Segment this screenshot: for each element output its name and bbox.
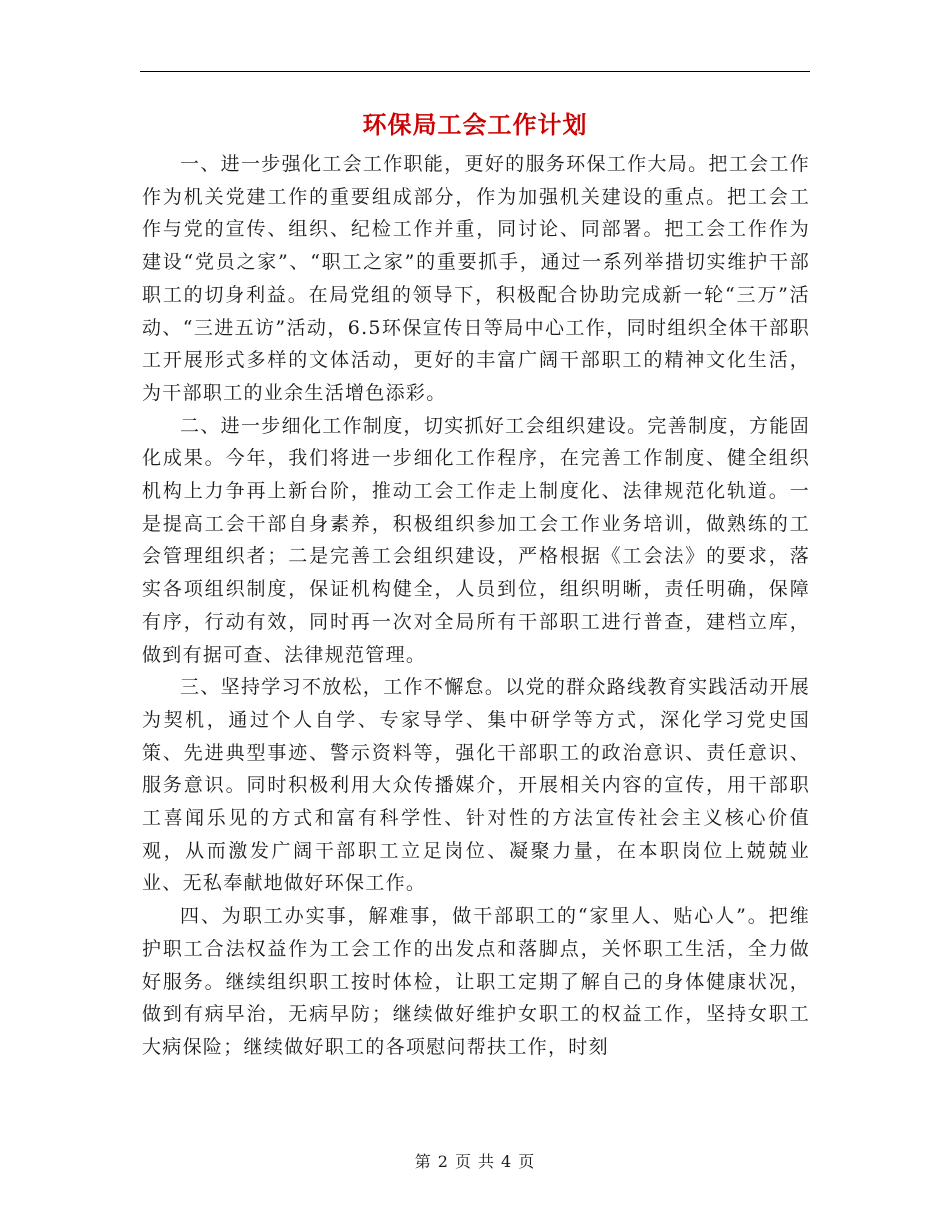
page-number-footer (0, 1150, 950, 1174)
document-title: 环保局工会工作计划 (362, 110, 588, 139)
paragraph-2: 二、进一步细化工作制度，切实抓好工会组织建设。完善制度，方能固化成果。今年，我们将进一步细化工作程序，在完善工作制度、健全组织机构上力争再上新台阶，推动工会工作走上制度化、法律规范化轨道。一是提高工会干部自身素养，积极组织参加工会工作业务培训，做熟练的工会管理组织者；二是完善工会组织建设，严格根据《工会法》的要求，落实各项组织制度，保证机构健全，人员到位，组织明晰，责任明确，保障有序，行动有效，同时再一次对全局所有干部职工进行普查，建档立库，做到有据可查、法律规范管理。 (142, 414, 810, 666)
paragraph-3: 三、坚持学习不放松，工作不懈怠。以党的群众路线教育实践活动开展为契机，通过个人自学、专家导学、集中研学等方式，深化学习党史国策、先进典型事迹、警示资料等，强化干部职工的政治意识、责任意识、服务意识。同时积极利用大众传播媒介，开展相关内容的宣传，用干部职工喜闻乐见的方式和富有科学性、针对性的方法宣传社会主义核心价值观，从而激发广阔干部职工立足岗位、凝聚力量，在本职岗位上兢兢业业、无私奉献地做好环保工作。 (142, 676, 810, 895)
paragraph-1: 一、进一步强化工会工作职能，更好的服务环保工作大局。把工会工作作为机关党建工作的重要组成部分，作为加强机关建设的重点。把工会工作与党的宣传、组织、纪检工作并重，同讨论、同部署。把工会工作作为建设“党员之家”、“职工之家”的重要抓手，通过一系列举措切实维护干部职工的切身利益。在局党组的领导下，积极配合协助完成新一轮“三万”活动、“三进五访”活动，6.5环保宣传日等局中心工作，同时组织全体干部职工开展形式多样的文体活动，更好的丰富广阔干部职工的精神文化生活，为干部职工的业余生活增色添彩。 (142, 153, 810, 404)
footer-total-pages: 4 (501, 1152, 513, 1171)
footer-page-unit: 页 (454, 1152, 472, 1171)
footer-prefix: 第 (414, 1152, 432, 1171)
document-body (142, 148, 810, 1064)
footer-total-label: 共 (478, 1152, 496, 1171)
footer-current-page: 2 (437, 1152, 449, 1171)
header-rule (140, 71, 810, 72)
paragraph-4: 四、为职工办实事，解难事，做干部职工的“家里人、贴心人”。把维护职工合法权益作为工会工作的出发点和落脚点，关怀职工生活，全力做好服务。继续组织职工按时体检，让职工定期了解自己的身体健康状况，做到有病早治，无病早防；继续做好维护女职工的权益工作，坚持女职工大病保险；继续做好职工的各项慰问帮扶工作，时刻 (142, 905, 810, 1058)
footer-total-unit: 页 (518, 1152, 536, 1171)
